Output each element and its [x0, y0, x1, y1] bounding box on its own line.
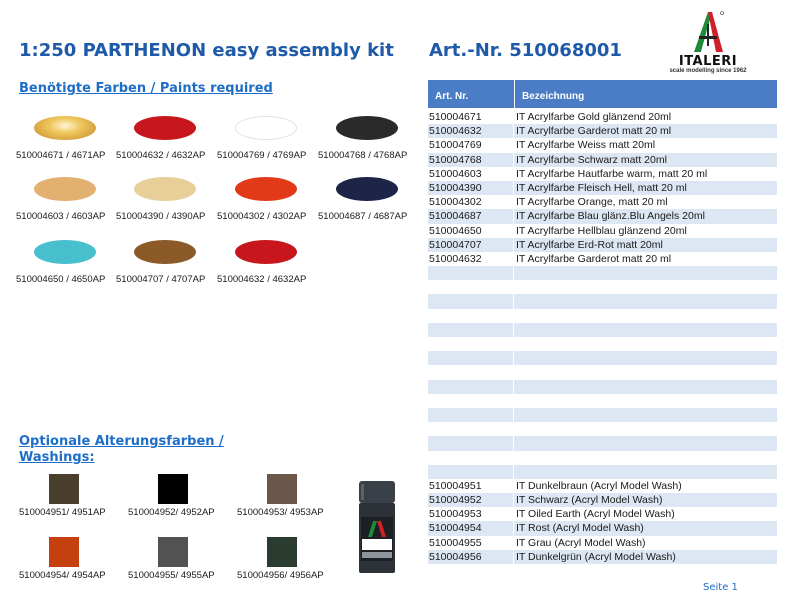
cell-artnr [428, 380, 514, 394]
table-row [428, 493, 777, 507]
header-artnr: Art. Nr. [435, 91, 469, 102]
cell-artnr: 510004954 [428, 521, 514, 535]
paint-code: 510004687 / 4687AP [318, 211, 408, 222]
wash-code: 510004953/ 4953AP [237, 507, 324, 518]
paint-swatch [336, 177, 398, 201]
wash-swatch [49, 537, 79, 567]
cell-description: IT Rost (Acryl Model Wash) [516, 522, 644, 535]
table-row [428, 521, 777, 535]
table-row [428, 280, 777, 294]
washes-heading [19, 434, 224, 466]
logo-wordmark: ITALERI [678, 54, 738, 69]
cell-description: IT Acrylfarbe Gold glänzend 20ml [516, 111, 672, 123]
paint-code: 510004302 / 4302AP [217, 211, 307, 222]
table-row [428, 507, 777, 521]
paint-code: 510004632 / 4632AP [116, 150, 206, 161]
wash-bottle-image [357, 481, 397, 573]
cell-description [514, 365, 777, 379]
wash-swatch [267, 537, 297, 567]
table-row [428, 266, 777, 280]
cell-description: IT Acrylfarbe Fleisch Hell, matt 20 ml [516, 181, 687, 194]
cell-artnr: 510004390 [428, 181, 514, 195]
cell-artnr: 510004707 [428, 238, 514, 252]
wash-code: 510004954/ 4954AP [19, 570, 106, 581]
cell-description: IT Acrylfarbe Schwarz matt 20ml [516, 153, 667, 166]
cell-description [514, 280, 777, 294]
table-row [428, 252, 777, 266]
table-row [428, 167, 777, 181]
cell-description: IT Acrylfarbe Blau glänz.Blu Angels 20ml [516, 210, 705, 223]
cell-artnr [428, 436, 514, 450]
table-row [428, 110, 777, 124]
article-number-title: Art.-Nr. 510068001 [429, 40, 622, 61]
table-row [428, 124, 777, 138]
washes-heading-line2: Washings: [19, 450, 95, 465]
wash-code: 510004952/ 4952AP [128, 507, 215, 518]
paint-swatch [134, 116, 196, 140]
cell-description [514, 323, 777, 337]
wash-code: 510004951/ 4951AP [19, 507, 106, 518]
paint-code: 510004603 / 4603AP [16, 211, 106, 222]
paint-swatch [34, 177, 96, 201]
cell-description: IT Acrylfarbe Hellblau glänzend 20ml [516, 224, 687, 237]
table-row [428, 408, 777, 422]
paint-bottle-icon [357, 481, 397, 573]
cell-artnr [428, 394, 514, 408]
paints-heading: Benötigte Farben / Paints required [19, 81, 273, 96]
table-row [428, 436, 777, 450]
cell-artnr [428, 422, 514, 436]
cell-description [514, 309, 777, 323]
table-row [428, 309, 777, 323]
page-number: Seite 1 [703, 582, 738, 593]
cell-description [514, 351, 777, 365]
cell-artnr: 510004687 [428, 209, 514, 223]
cell-artnr: 510004955 [428, 536, 514, 550]
paint-code: 510004671 / 4671AP [16, 150, 106, 161]
paint-swatch [134, 177, 196, 201]
cell-description [514, 294, 777, 308]
paint-swatch [34, 116, 96, 140]
cell-artnr: 510004632 [428, 252, 514, 266]
header-description: Bezeichnung [514, 80, 777, 108]
cell-description [514, 380, 777, 394]
cell-description [514, 394, 777, 408]
paint-swatch [34, 240, 96, 264]
cell-description: IT Acrylfarbe Hautfarbe warm, matt 20 ml [516, 167, 708, 180]
table-header [428, 80, 777, 108]
italeri-logo [668, 10, 748, 76]
wash-code: 510004956/ 4956AP [237, 570, 324, 581]
table-row [428, 564, 777, 578]
cell-artnr: 510004951 [428, 479, 514, 493]
table-row [428, 380, 777, 394]
cell-artnr [428, 323, 514, 337]
table-row [428, 422, 777, 436]
cell-artnr [428, 564, 514, 578]
washes-heading-line1: Optionale Alterungsfarben / [19, 434, 224, 449]
cell-artnr [428, 408, 514, 422]
table-row [428, 209, 777, 223]
table-row [428, 365, 777, 379]
italeri-emblem-icon [688, 10, 728, 54]
cell-description: IT Acrylfarbe Orange, matt 20 ml [516, 196, 668, 209]
logo-tagline: scale modelling since 1962 [669, 68, 747, 74]
cell-artnr [428, 309, 514, 323]
table-row [428, 451, 777, 465]
paint-swatch [336, 116, 398, 140]
cell-artnr: 510004952 [428, 493, 514, 507]
cell-description: IT Acrylfarbe Garderot matt 20 ml [516, 252, 672, 265]
cell-artnr: 510004956 [428, 550, 514, 564]
paint-code: 510004769 / 4769AP [217, 150, 307, 161]
cell-artnr: 510004302 [428, 195, 514, 209]
paint-code: 510004768 / 4768AP [318, 150, 408, 161]
wash-code: 510004955/ 4955AP [128, 570, 215, 581]
cell-description [514, 451, 777, 465]
cell-artnr [428, 451, 514, 465]
cell-artnr [428, 337, 514, 351]
cell-description [514, 564, 777, 578]
table-row [428, 351, 777, 365]
cell-description: IT Dunkelgrün (Acryl Model Wash) [516, 550, 676, 563]
table-row [428, 181, 777, 195]
cell-artnr [428, 266, 514, 280]
kit-title: 1:250 PARTHENON easy assembly kit [19, 40, 394, 61]
paint-table [428, 80, 777, 578]
table-row [428, 224, 777, 238]
cell-description: IT Oiled Earth (Acryl Model Wash) [516, 508, 675, 521]
wash-swatch [158, 474, 188, 504]
table-row [428, 550, 777, 564]
cell-description [514, 266, 777, 280]
table-row [428, 138, 777, 152]
cell-description [514, 408, 777, 422]
cell-artnr [428, 365, 514, 379]
cell-description [514, 422, 777, 436]
table-row [428, 337, 777, 351]
cell-description: IT Dunkelbraun (Acryl Model Wash) [516, 479, 682, 492]
table-row [428, 479, 777, 493]
cell-artnr [428, 465, 514, 479]
cell-description [514, 465, 777, 479]
cell-artnr: 510004768 [428, 153, 514, 167]
table-row [428, 394, 777, 408]
wash-swatch [267, 474, 297, 504]
cell-artnr: 510004953 [428, 507, 514, 521]
cell-description: IT Schwarz (Acryl Model Wash) [516, 494, 663, 507]
table-row [428, 195, 777, 209]
cell-artnr [428, 294, 514, 308]
paint-code: 510004390 / 4390AP [116, 211, 206, 222]
cell-artnr: 510004632 [428, 124, 514, 138]
table-row [428, 238, 777, 252]
cell-artnr: 510004650 [428, 224, 514, 238]
cell-description [514, 337, 777, 351]
table-row [428, 294, 777, 308]
wash-swatch [49, 474, 79, 504]
paint-code: 510004650 / 4650AP [16, 274, 106, 285]
table-row [428, 323, 777, 337]
paint-swatch [235, 116, 297, 140]
cell-description: IT Acrylfarbe Garderot matt 20 ml [516, 125, 672, 138]
paint-code: 510004632 / 4632AP [217, 274, 307, 285]
table-row [428, 536, 777, 550]
table-row [428, 465, 777, 479]
cell-description [514, 436, 777, 450]
table-row [428, 153, 777, 167]
cell-artnr [428, 280, 514, 294]
wash-swatch [158, 537, 188, 567]
cell-description: IT Acrylfarbe Weiss matt 20ml [516, 139, 656, 152]
paint-swatch [134, 240, 196, 264]
table-body [428, 108, 777, 578]
paint-swatch [235, 240, 297, 264]
cell-artnr: 510004769 [428, 138, 514, 152]
cell-artnr: 510004603 [428, 167, 514, 181]
paint-code: 510004707 / 4707AP [116, 274, 206, 285]
cell-artnr [428, 351, 514, 365]
cell-description: IT Grau (Acryl Model Wash) [516, 536, 646, 549]
paint-swatch [235, 177, 297, 201]
cell-artnr: 510004671 [428, 110, 514, 124]
cell-description: IT Acrylfarbe Erd-Rot matt 20ml [516, 238, 663, 251]
